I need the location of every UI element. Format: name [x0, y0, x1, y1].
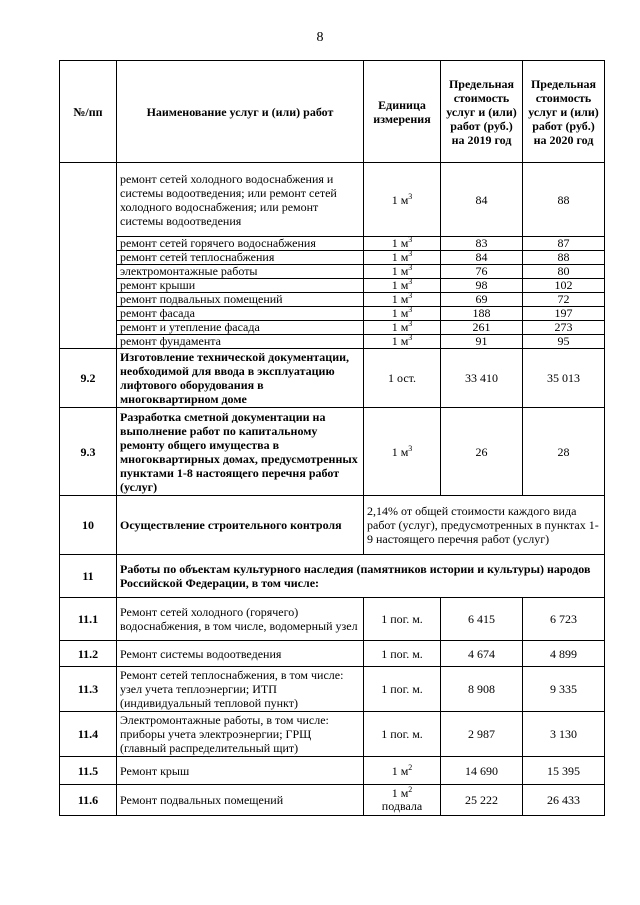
row-num-empty	[60, 163, 117, 349]
table-row	[60, 555, 605, 598]
row-note: 2,14% от общей стоимости каждого вида работ (услуг), предусмотренных в пунктах 1-9 настоящего перечня работ (услуг)	[364, 496, 605, 555]
table-row	[60, 163, 605, 237]
row-price-2019: 261	[441, 321, 523, 335]
row-name: Разработка сметной документации на выполнение работ по капитальному ремонту общего имущества в многоквартирных домах, предусмотренных пунктами 1-8 настоящего перечня работ (услуг)	[117, 408, 364, 496]
row-num: 11.6	[60, 785, 117, 816]
row-name: Ремонт системы водоотведения	[117, 641, 364, 667]
row-price-2019: 83	[441, 237, 523, 251]
row-price-2020: 273	[523, 321, 605, 335]
header-price-2020: Предельная стоимость услуг и (или) работ (руб.) на 2020 год	[523, 61, 605, 163]
row-price-2020: 4 899	[523, 641, 605, 667]
row-unit: 1 ост.	[364, 349, 441, 408]
row-price-2020: 72	[523, 293, 605, 307]
table-row	[60, 598, 605, 641]
row-unit: 1 $м^3$	[364, 279, 441, 293]
row-price-2019: 26	[441, 408, 523, 496]
row-unit: 1 $м^3$	[364, 408, 441, 496]
table-row	[60, 641, 605, 667]
row-num: 9.3	[60, 408, 117, 496]
table-row	[60, 307, 605, 321]
row-price-2019: 84	[441, 163, 523, 237]
row-unit: 1 $м^3$	[364, 335, 441, 349]
row-unit: 1 $м^3$	[364, 321, 441, 335]
row-name: Осуществление строительного контроля	[117, 496, 364, 555]
row-price-2019: 188	[441, 307, 523, 321]
row-price-2020: 26 433	[523, 785, 605, 816]
row-name: Ремонт сетей холодного (горячего) водоснабжения, в том числе, водомерный узел	[117, 598, 364, 641]
row-unit: 1 $м^3$	[364, 251, 441, 265]
row-unit: 1 $м^3$	[364, 163, 441, 237]
row-price-2020: 88	[523, 251, 605, 265]
row-name: Изготовление технической документации, необходимой для ввода в эксплуатацию лифтового оборудования в многоквартирном доме	[117, 349, 364, 408]
row-price-2019: 69	[441, 293, 523, 307]
row-name: ремонт крыши	[117, 279, 364, 293]
row-price-2020: 102	[523, 279, 605, 293]
table-row	[60, 757, 605, 785]
row-num: 11.5	[60, 757, 117, 785]
row-unit: 1 пог. м.	[364, 667, 441, 712]
row-unit: 1 $м^3$	[364, 265, 441, 279]
row-num: 11.3	[60, 667, 117, 712]
table-row	[60, 293, 605, 307]
price-table	[59, 60, 605, 816]
page-number: 8	[316, 30, 324, 45]
unit-suffix: подвала	[381, 799, 423, 813]
table-row	[60, 496, 605, 555]
row-name: Электромонтажные работы, в том числе: приборы учета электроэнергии; ГРЩ (главный распределительный щит)	[117, 712, 364, 757]
row-num: 9.2	[60, 349, 117, 408]
row-price-2019: 91	[441, 335, 523, 349]
row-price-2020: 95	[523, 335, 605, 349]
row-name: ремонт сетей теплоснабжения	[117, 251, 364, 265]
table-row	[60, 667, 605, 712]
row-name: Ремонт крыш	[117, 757, 364, 785]
row-price-2020: 15 395	[523, 757, 605, 785]
row-num: 11.4	[60, 712, 117, 757]
row-num: 10	[60, 496, 117, 555]
row-price-2019: 8 908	[441, 667, 523, 712]
row-price-2020: 35 013	[523, 349, 605, 408]
row-unit: 1 пог. м.	[364, 598, 441, 641]
row-name: ремонт сетей холодного водоснабжения и системы водоотведения; или ремонт сетей холодного водоснабжения; или ремонт системы водоотведения	[117, 163, 364, 237]
row-price-2020: 3 130	[523, 712, 605, 757]
row-price-2019: 76	[441, 265, 523, 279]
row-unit: 1 $м^3$	[364, 293, 441, 307]
header-price-2019: Предельная стоимость услуг и (или) работ (руб.) на 2019 год	[441, 61, 523, 163]
row-name: ремонт фундамента	[117, 335, 364, 349]
row-unit: 1 $м^3$	[364, 307, 441, 321]
row-unit: 1 пог. м.	[364, 641, 441, 667]
table-row	[60, 265, 605, 279]
table-row	[60, 712, 605, 757]
header-unit: Единица измерения	[364, 61, 441, 163]
table-row	[60, 237, 605, 251]
row-price-2020: 28	[523, 408, 605, 496]
row-name: Ремонт сетей теплоснабжения, в том числе: узел учета теплоэнергии; ИТП (индивидуальный тепловой пункт)	[117, 667, 364, 712]
row-price-2019: 25 222	[441, 785, 523, 816]
row-num: 11.1	[60, 598, 117, 641]
row-price-2020: 6 723	[523, 598, 605, 641]
row-price-2020: 9 335	[523, 667, 605, 712]
table-row	[60, 785, 605, 816]
row-price-2019: 6 415	[441, 598, 523, 641]
row-name: Ремонт подвальных помещений	[117, 785, 364, 816]
row-price-2019: 2 987	[441, 712, 523, 757]
row-name: ремонт фасада	[117, 307, 364, 321]
row-price-2019: 84	[441, 251, 523, 265]
row-name: ремонт сетей горячего водоснабжения	[117, 237, 364, 251]
table-row	[60, 321, 605, 335]
row-num: 11.2	[60, 641, 117, 667]
table-header-row	[60, 61, 605, 163]
row-unit: 1 $м^2$	[364, 757, 441, 785]
row-price-2019: 98	[441, 279, 523, 293]
row-name: ремонт подвальных помещений	[117, 293, 364, 307]
table-row	[60, 251, 605, 265]
row-name: ремонт и утепление фасада	[117, 321, 364, 335]
row-name: электромонтажные работы	[117, 265, 364, 279]
table-row	[60, 349, 605, 408]
row-price-2020: 197	[523, 307, 605, 321]
table-row	[60, 279, 605, 293]
row-price-2019: 4 674	[441, 641, 523, 667]
row-name: Работы по объектам культурного наследия (памятников истории и культуры) народов Российской Федерации, в том числе:	[117, 555, 605, 598]
row-price-2020: 88	[523, 163, 605, 237]
row-unit: 1 пог. м.	[364, 712, 441, 757]
row-price-2019: 33 410	[441, 349, 523, 408]
header-num: №/пп	[60, 61, 117, 163]
row-num: 11	[60, 555, 117, 598]
row-unit: 1 $м^3$	[364, 237, 441, 251]
row-unit: 1 $м^2$ подвала	[364, 785, 441, 816]
row-price-2020: 87	[523, 237, 605, 251]
table-row	[60, 335, 605, 349]
row-price-2020: 80	[523, 265, 605, 279]
row-price-2019: 14 690	[441, 757, 523, 785]
header-name: Наименование услуг и (или) работ	[117, 61, 364, 163]
table-row	[60, 408, 605, 496]
